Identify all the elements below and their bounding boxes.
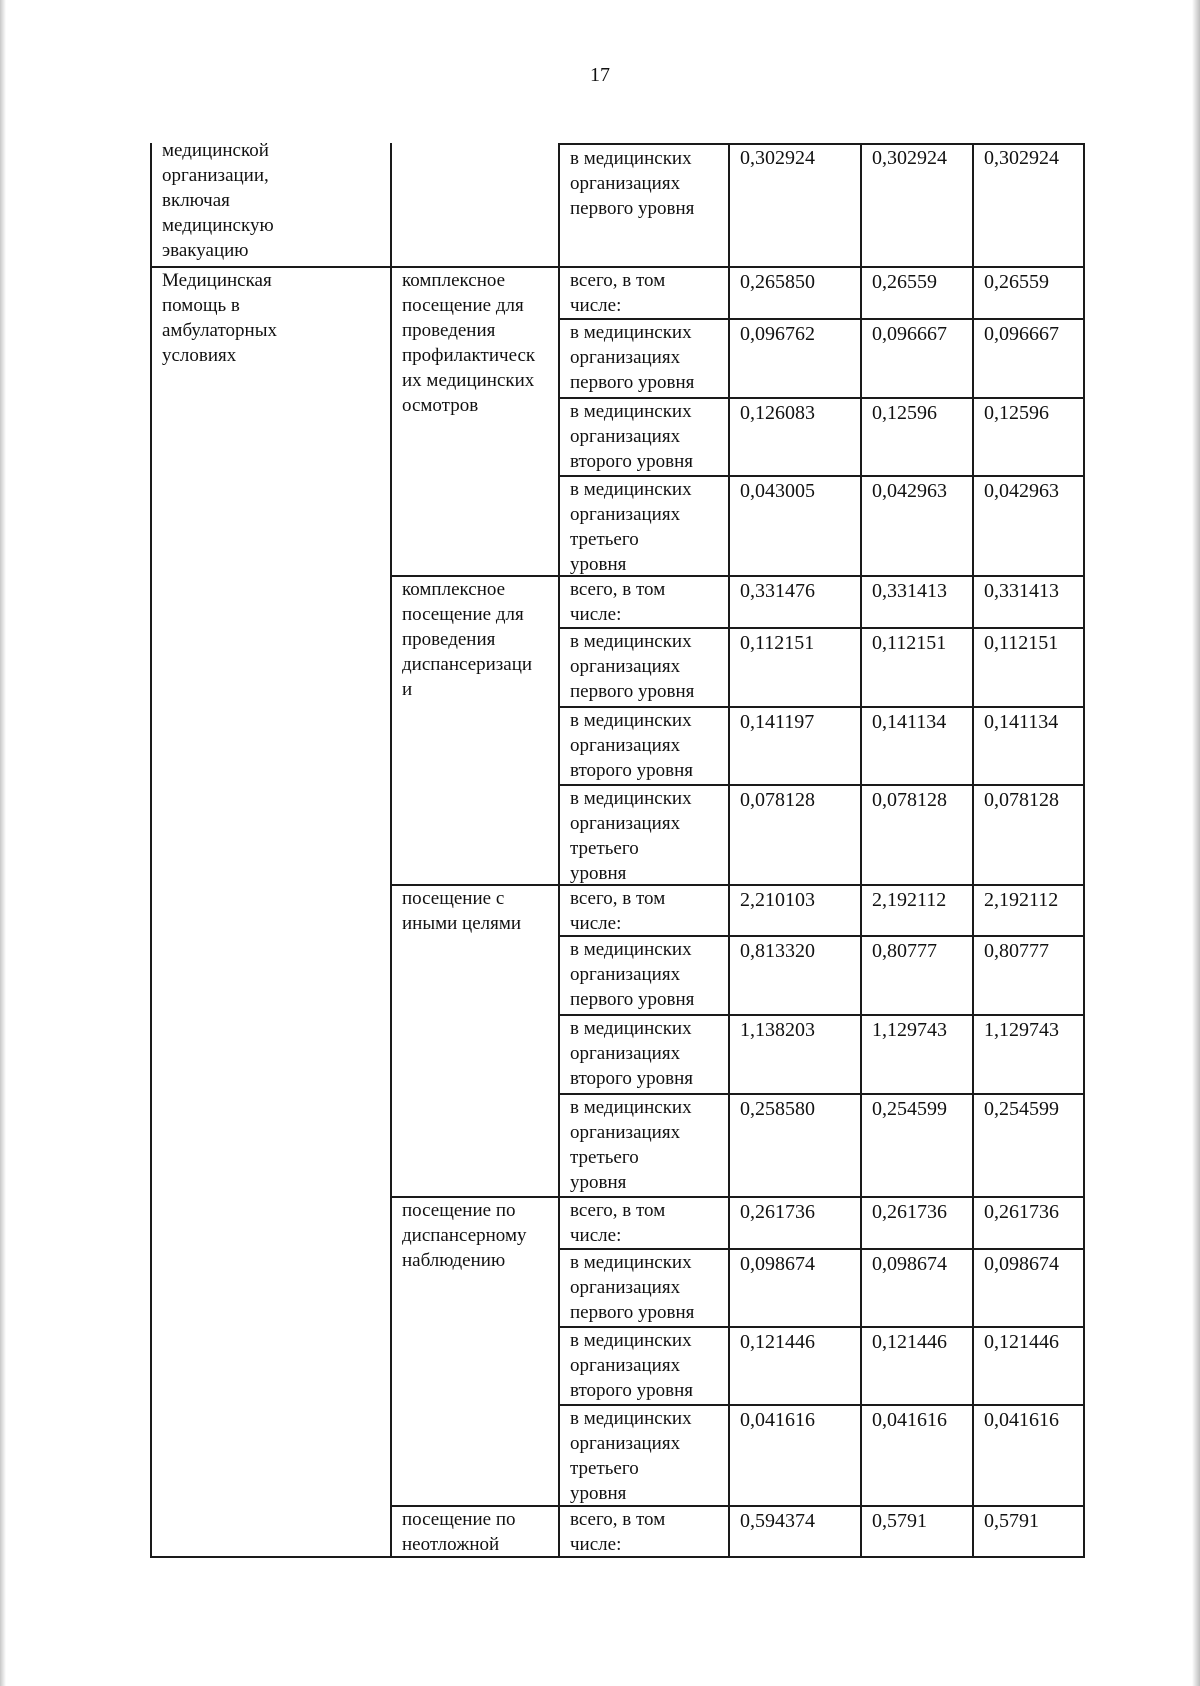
value-cell: 0,254599 <box>872 1098 947 1120</box>
value-cell: 0,265850 <box>740 271 815 293</box>
level-cell: всего, в том числе: <box>570 1200 666 1246</box>
value-cell: 0,331476 <box>740 580 815 602</box>
column-border-6 <box>1083 143 1085 1557</box>
value-cell: 0,078128 <box>984 789 1059 811</box>
level-cell: в медицинских организациях третьего уровня <box>570 1097 692 1193</box>
value-cell: 1,129743 <box>984 1019 1059 1041</box>
value-cell: 1,129743 <box>872 1019 947 1041</box>
column-border-5 <box>972 143 974 1557</box>
value-cell: 0,098674 <box>984 1253 1059 1275</box>
value-cell: 0,261736 <box>984 1201 1059 1223</box>
value-cell: 0,041616 <box>740 1409 815 1431</box>
value-cell: 0,594374 <box>740 1510 815 1532</box>
level-cell: в медицинских организациях второго уровня <box>570 710 693 781</box>
value-cell: 0,078128 <box>740 789 815 811</box>
category-cell: медицинской организации, включая медицинскую эвакуацию <box>162 140 274 261</box>
level-cell: в медицинских организациях второго уровня <box>570 401 693 472</box>
value-cell: 2,192112 <box>984 889 1059 911</box>
value-cell: 0,112151 <box>872 632 947 654</box>
value-cell: 0,261736 <box>740 1201 815 1223</box>
visit-type-cell: комплексное посещение для проведения диспансеризаци и <box>402 579 533 700</box>
value-cell: 0,80777 <box>984 940 1049 962</box>
level-cell: в медицинских организациях первого уровня <box>570 631 695 702</box>
value-cell: 0,141134 <box>984 711 1059 733</box>
value-cell: 0,121446 <box>872 1331 947 1353</box>
value-cell: 0,813320 <box>740 940 815 962</box>
value-cell: 2,210103 <box>740 889 815 911</box>
value-cell: 0,12596 <box>872 402 937 424</box>
value-cell: 0,042963 <box>872 480 947 502</box>
level-cell: в медицинских организациях первого уровня <box>570 939 695 1010</box>
value-cell: 0,041616 <box>872 1409 947 1431</box>
table-top-border <box>558 143 1085 145</box>
visit-type-cell: посещение с иными целями <box>402 888 522 934</box>
value-cell: 0,096667 <box>984 323 1059 345</box>
value-cell: 0,331413 <box>872 580 947 602</box>
page-number: 17 <box>590 64 610 86</box>
level-cell: в медицинских организациях третьего уровня <box>570 788 692 884</box>
value-cell: 0,302924 <box>872 147 947 169</box>
level-cell: всего, в том числе: <box>570 579 666 625</box>
visit-type-cell: посещение по диспансерному наблюдению <box>402 1200 527 1271</box>
visit-type-cell: комплексное посещение для проведения профилактическ их медицинских осмотров <box>402 270 536 416</box>
value-cell: 2,192112 <box>872 889 947 911</box>
column-border-2 <box>558 143 560 1557</box>
level-cell: всего, в том числе: <box>570 888 666 934</box>
value-cell: 0,80777 <box>872 940 937 962</box>
value-cell: 0,258580 <box>740 1098 815 1120</box>
visit-type-cell: посещение по неотложной <box>402 1509 516 1555</box>
value-cell: 0,126083 <box>740 402 815 424</box>
value-cell: 0,078128 <box>872 789 947 811</box>
level-cell: всего, в том числе: <box>570 1509 666 1555</box>
value-cell: 0,098674 <box>740 1253 815 1275</box>
value-cell: 0,12596 <box>984 402 1049 424</box>
value-cell: 0,5791 <box>984 1510 1039 1532</box>
value-cell: 0,5791 <box>872 1510 927 1532</box>
level-cell: всего, в том числе: <box>570 270 666 316</box>
column-border-0 <box>150 143 152 1557</box>
level-cell: в медицинских организациях второго уровня <box>570 1018 693 1089</box>
level-cell: в медицинских организациях первого уровня <box>570 148 695 219</box>
value-cell: 0,112151 <box>984 632 1059 654</box>
value-cell: 0,121446 <box>740 1331 815 1353</box>
level-cell: в медицинских организациях первого уровня <box>570 322 695 393</box>
column-border-1 <box>390 143 392 1557</box>
table-bottom-border <box>150 1556 1085 1558</box>
value-cell: 0,096667 <box>872 323 947 345</box>
value-cell: 0,042963 <box>984 480 1059 502</box>
value-cell: 0,331413 <box>984 580 1059 602</box>
value-cell: 0,26559 <box>872 271 937 293</box>
value-cell: 0,141134 <box>872 711 947 733</box>
value-cell: 1,138203 <box>740 1019 815 1041</box>
level-cell: в медицинских организациях второго уровня <box>570 1330 693 1401</box>
value-cell: 0,302924 <box>740 147 815 169</box>
category-cell: Медицинская помощь в амбулаторных условиях <box>162 270 277 366</box>
value-cell: 0,254599 <box>984 1098 1059 1120</box>
value-cell: 0,112151 <box>740 632 815 654</box>
level-cell: в медицинских организациях третьего уровня <box>570 479 692 575</box>
column-border-3 <box>728 143 730 1557</box>
level-cell: в медицинских организациях первого уровня <box>570 1252 695 1323</box>
value-cell: 0,141197 <box>740 711 815 733</box>
value-cell: 0,043005 <box>740 480 815 502</box>
value-cell: 0,302924 <box>984 147 1059 169</box>
column-border-4 <box>860 143 862 1557</box>
value-cell: 0,098674 <box>872 1253 947 1275</box>
value-cell: 0,096762 <box>740 323 815 345</box>
level-cell: в медицинских организациях третьего уровня <box>570 1408 692 1504</box>
value-cell: 0,26559 <box>984 271 1049 293</box>
value-cell: 0,121446 <box>984 1331 1059 1353</box>
value-cell: 0,261736 <box>872 1201 947 1223</box>
value-cell: 0,041616 <box>984 1409 1059 1431</box>
